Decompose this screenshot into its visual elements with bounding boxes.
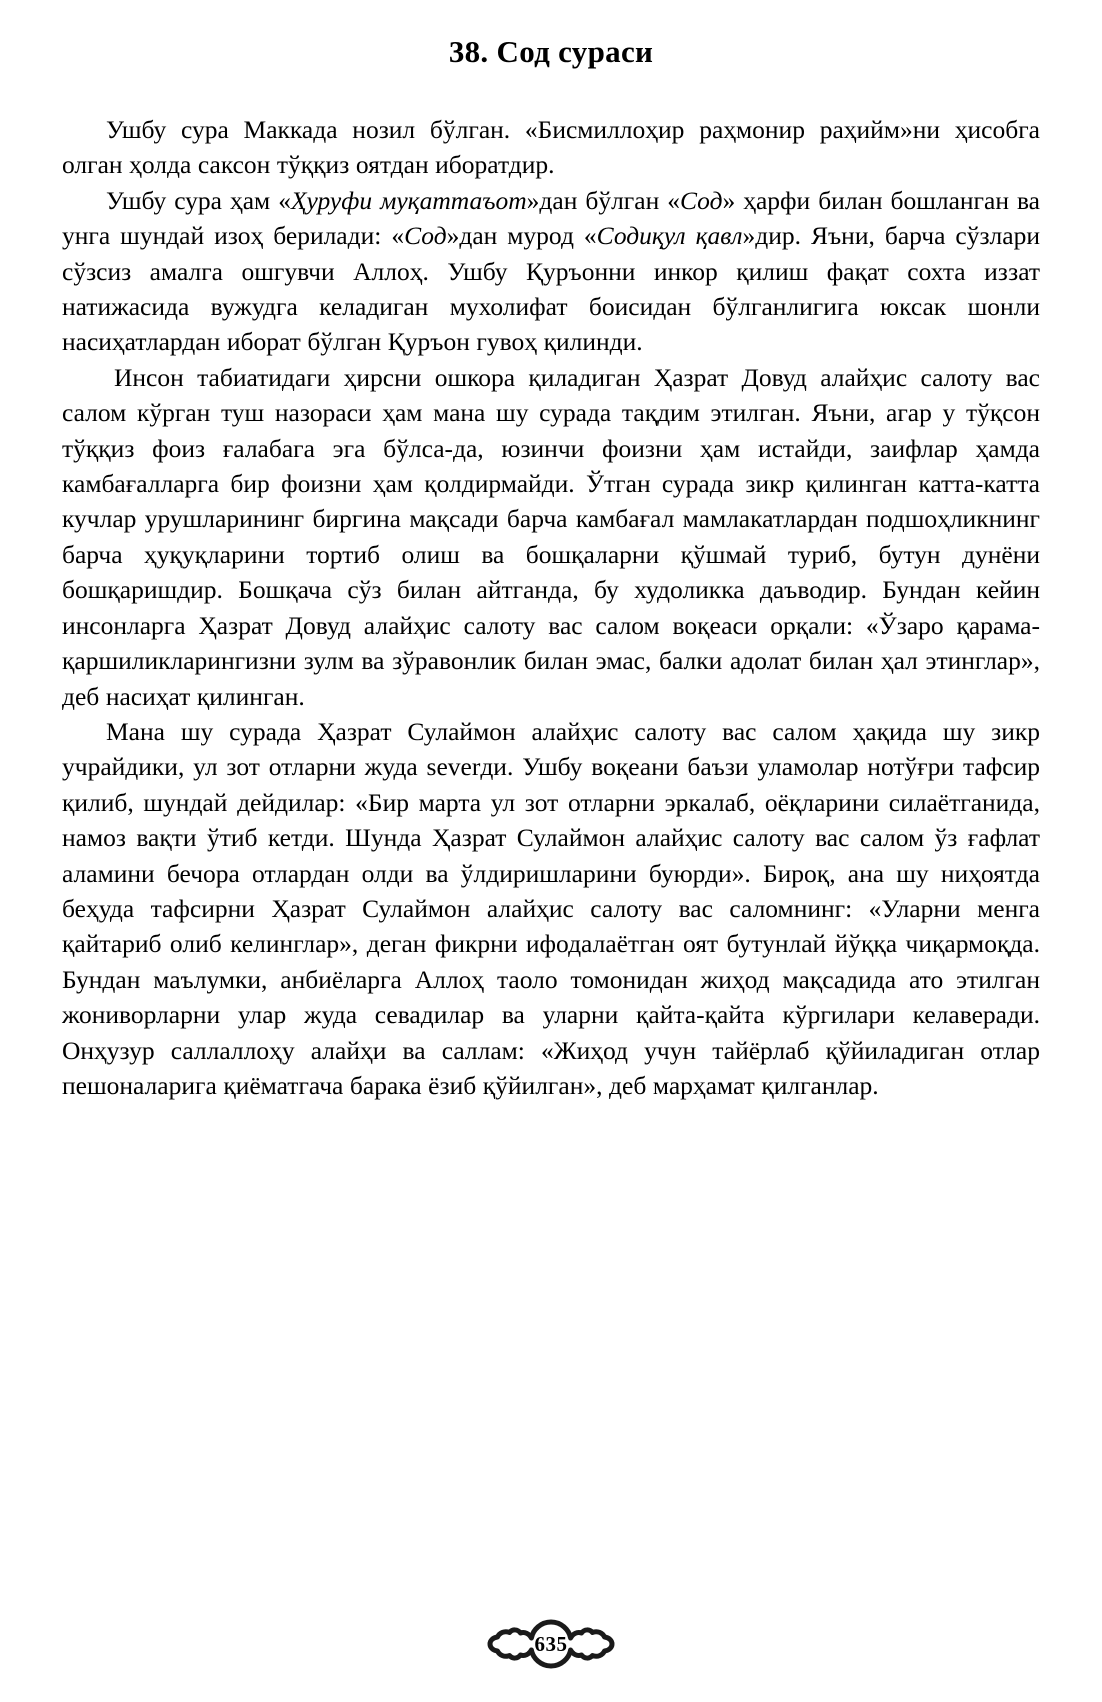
paragraph-4-text: Мана шу сурада Ҳазрат Сулаймон алайҳис салоту вас салом ҳақида шу зикр учрайдики, ул зот отларни жуда severди. Ушбу воқеани баъзи уламолар нотўғри тафсир қилиб, шундай дейдилар: «Бир марта ул зот отларни эркалаб, оёқларини силаётганида, намоз вақти ўтиб кетди. Шунда Ҳазрат Сулаймон алайҳис салоту вас салом ўз ғафлат аламини бечора отлардан олди ва ўлдиришларини буюрди». Бироқ, ана шу ниҳоятда беҳуда тафсирни Ҳазрат Сулаймон алайҳис салоту вас саломнинг: «Уларни менга қайтариб олиб келинглар», деган фикрни ифодалаётган оят бутунлай йўққа чиқармоқда. Бундан маълумки, анбиёларга Аллоҳ таоло томонидан жиҳод мақсадида ато этилган жониворларни улар жуда севадилар ва уларни қайта-қайта кўргилари келаверади. Онҳузур саллаллоҳу алайҳи ва саллам: «Жиҳод учун тайёрлаб қўйиладиган отлар пешоналарига қиёматгача барака ёзиб қўйилган», деб марҳамат қилганлар. <box>62 716 1040 1100</box>
paragraph-1 <box>62 112 1040 183</box>
paragraph-2 <box>62 183 1040 360</box>
paragraph-2-italic-sod-2: Сод <box>404 221 447 251</box>
paragraph-2-run-7: »дан мурод « <box>446 221 597 251</box>
paragraph-2-run-3: »дан бўлган « <box>526 185 680 215</box>
paragraph-3-text: Инсон табиатидаги ҳирсни ошкора қиладиган Ҳазрат Довуд алайҳис салоту вас салом кўрган туш назораси ҳам мана шу сурада тақдим этилган. Яъни, агар у тўқсон тўққиз фоиз ғалабага эга бўлса-да, юзинчи фоизни ҳам истайди, заифлар ҳамда камбағалларга бир фоизни ҳам қолдирмайди. Ўтган сурада зикр қилинган катта-катта кучлар урушларининг биргина мақсади барча камбағал мамлакатлардан подшоҳликнинг барча ҳуқуқларини тортиб олиш ва бошқаларни қўшмай туриб, бутун дунёни бошқаришдир. Бошқача сўз билан айтганда, бу худоликка даъводир. Бундан кейин инсонларга Ҳазрат Довуд алайҳис салоту вас салом воқеаси орқали: «Ўзаро қарама-қаршиликларингизни зулм ва зўравонлик билан эмас, балки адолат билан ҳал этинглар», деб насиҳат қилинган. <box>62 362 1040 711</box>
paragraph-4 <box>62 714 1040 1103</box>
paragraph-2-run-5: » ҳарфи билан бошланган ва унга шундай изоҳ берилади: « <box>62 185 1040 251</box>
paragraph-2-italic-sod-1: Сод <box>679 185 723 215</box>
paragraph-1-text: Ушбу сура Маккада нозил бўлган. «Бисмиллоҳир раҳмонир раҳийм»ни ҳисобга олган ҳолда саксон тўққиз оятдан иборатдир. <box>62 115 1040 180</box>
paragraph-2-italic-huruf: Ҳуруфи муқаттаъот <box>290 185 527 215</box>
page-title: 38. Сод сураси <box>448 34 654 69</box>
paragraph-3 <box>62 360 1040 714</box>
paragraph-2-run-9: »дир. Яъни, барча сўзлари сўзсиз амалга ошгувчи Аллоҳ. Ушбу Қуръонни инкор қилиш фақат сохта иззат натижасида вужудга келадиган мухолифат боисидан бўлганлигига юксак шонли насиҳатлардан иборат бўлган Қуръон гувоҳ қилинди. <box>62 221 1040 357</box>
page-content <box>62 0 1040 1103</box>
paragraph-2-run-1: Ушбу сура ҳам « <box>106 185 291 215</box>
page-number: 635 <box>534 1632 568 1656</box>
paragraph-2-italic-sodiqul-qavl: Содиқул қавл <box>596 221 743 251</box>
page-footer <box>0 1608 1102 1680</box>
cloud-lobed-page-ornament-icon <box>485 1616 617 1672</box>
body-text <box>62 112 1040 1103</box>
